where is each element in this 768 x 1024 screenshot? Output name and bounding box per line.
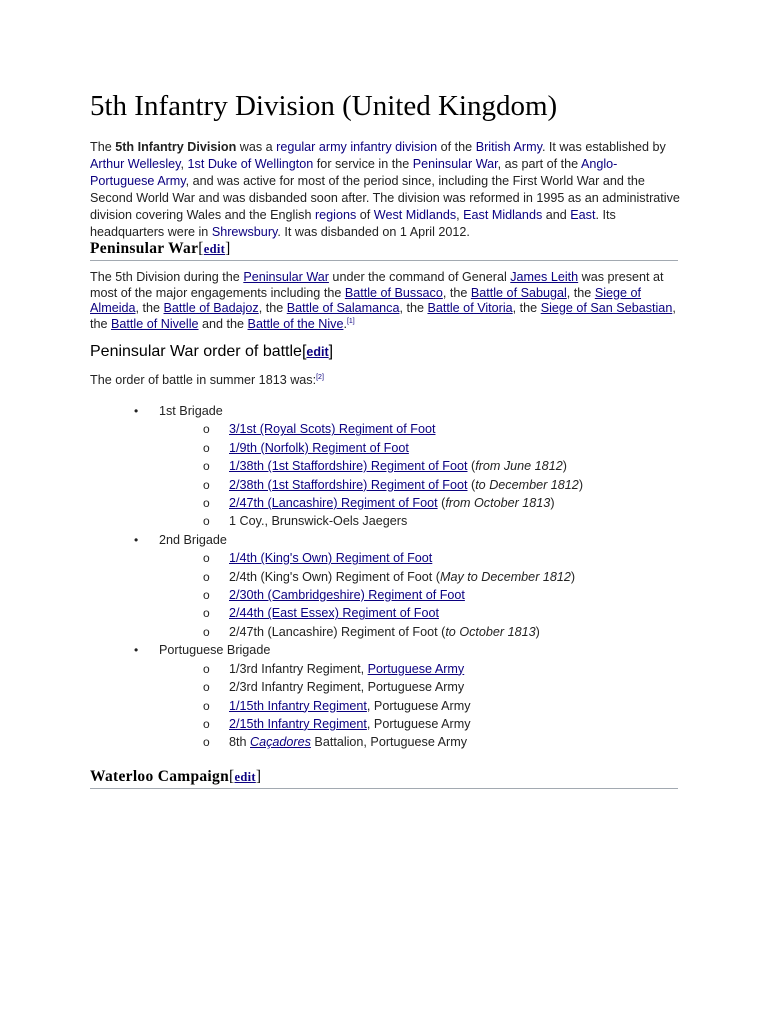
link-east-midlands[interactable]: East Midlands bbox=[463, 208, 543, 222]
unit-link[interactable]: 2/38th (1st Staffordshire) Regiment of Foot bbox=[229, 477, 468, 492]
unit-item bbox=[159, 697, 583, 715]
text: The 5th Division during the bbox=[90, 270, 244, 284]
text: ) bbox=[570, 569, 576, 584]
text: , the bbox=[90, 301, 676, 331]
unit-text: 1 Coy., Brunswick-Oels Jaegers bbox=[229, 514, 408, 529]
link-anglo-portuguese-army[interactable]: Anglo-Portuguese Army bbox=[90, 157, 618, 188]
unit-link[interactable]: 2/15th Infantry Regiment bbox=[229, 716, 367, 731]
text: under the command of General bbox=[328, 270, 511, 284]
text: , as part of the bbox=[497, 157, 581, 171]
reference-link[interactable]: [2] bbox=[316, 373, 324, 381]
unit-note: to December 1812 bbox=[475, 477, 579, 492]
edit-section: [edit] bbox=[229, 768, 262, 785]
brigade-name: 2nd Brigade bbox=[159, 532, 227, 547]
unit-link[interactable]: 2/30th (Cambridgeshire) Regiment of Foot bbox=[229, 588, 465, 603]
link-shrewsbury[interactable]: Shrewsbury bbox=[211, 225, 278, 239]
brigade-item bbox=[90, 641, 583, 751]
brigade-name: Portuguese Brigade bbox=[159, 643, 271, 658]
section-heading-peninsular-war bbox=[90, 240, 678, 261]
text: Battalion, Portuguese Army bbox=[310, 735, 468, 750]
unit-item bbox=[159, 457, 583, 475]
link-peninsular-war[interactable]: Peninsular War bbox=[243, 270, 329, 284]
unit-item bbox=[159, 476, 583, 494]
heading-text: Peninsular War order of battle bbox=[90, 343, 302, 360]
page-title: 5th Infantry Division (United Kingdom) bbox=[90, 90, 558, 122]
text: ( bbox=[467, 477, 476, 492]
unit-link[interactable] bbox=[250, 735, 311, 749]
text: for service in the bbox=[313, 157, 413, 171]
unit-note: May to December 1812 bbox=[440, 569, 571, 584]
bold-term: 5th Infantry Division bbox=[115, 140, 237, 154]
unit-link[interactable]: 1/38th (1st Staffordshire) Regiment of Foot bbox=[229, 459, 468, 474]
heading-text: Peninsular War bbox=[90, 240, 199, 257]
text: , the bbox=[399, 301, 428, 315]
text: of the bbox=[437, 140, 476, 154]
text: The bbox=[90, 140, 116, 154]
heading-text: Waterloo Campaign bbox=[90, 768, 229, 785]
link-siege-of-san-sebastian[interactable]: Siege of San Sebastian bbox=[540, 301, 673, 315]
text: ( bbox=[467, 459, 476, 474]
unit-item bbox=[159, 733, 583, 751]
section-heading-waterloo-campaign bbox=[90, 768, 678, 789]
unit-list bbox=[159, 660, 583, 752]
link-regions[interactable]: regions bbox=[314, 208, 357, 222]
link-james-leith[interactable]: James Leith bbox=[510, 270, 579, 284]
unit-item bbox=[159, 623, 583, 641]
link-infantry[interactable]: infantry bbox=[350, 140, 392, 154]
unit-list bbox=[159, 420, 583, 530]
unit-item bbox=[159, 439, 583, 457]
unit-item bbox=[159, 568, 583, 586]
unit-note: from October 1813 bbox=[445, 496, 551, 511]
unit-item bbox=[159, 586, 583, 604]
unit-link[interactable]: 1/9th (Norfolk) Regiment of Foot bbox=[229, 440, 409, 455]
unit-link[interactable]: 2/47th (Lancashire) Regiment of Foot bbox=[229, 496, 438, 511]
link-regular-army[interactable]: regular army bbox=[276, 140, 347, 154]
link-division[interactable]: division bbox=[395, 140, 438, 154]
edit-section: [edit] bbox=[301, 343, 334, 360]
link-battle-of-sabugal[interactable]: Battle of Sabugal bbox=[470, 285, 567, 300]
text: , Portuguese Army bbox=[366, 716, 471, 731]
link-battle-of-nivelle[interactable]: Battle of Nivelle bbox=[111, 316, 199, 331]
reference-link[interactable]: [1] bbox=[346, 317, 355, 325]
text: , and was active for most of the period since, including the First World War and the Second World War and was disbanded soon after. The division was reformed in 1995 as an administrative division covering Wales and the English bbox=[90, 174, 680, 222]
link-east[interactable]: East bbox=[570, 208, 596, 222]
brigade-list bbox=[90, 402, 583, 752]
brigade-name: 1st Brigade bbox=[159, 404, 223, 418]
text: ) bbox=[535, 624, 540, 639]
unit-item bbox=[159, 604, 583, 622]
text: , the bbox=[442, 285, 471, 300]
unit-note: to October 1813 bbox=[445, 624, 536, 639]
text: , bbox=[456, 208, 464, 222]
link-battle-of-vitoria[interactable]: Battle of Vitoria bbox=[427, 301, 513, 315]
text: of bbox=[356, 208, 374, 222]
link-battle-of-salamanca[interactable]: Battle of Salamanca bbox=[286, 301, 400, 315]
link-british-army[interactable]: British Army bbox=[475, 140, 542, 154]
unit-link[interactable]: 3/1st (Royal Scots) Regiment of Foot bbox=[229, 422, 436, 437]
text: . It was established by bbox=[541, 140, 666, 154]
unit-text: 2/3rd Infantry Regiment, Portuguese Army bbox=[229, 680, 465, 695]
unit-text: 8th bbox=[229, 735, 251, 750]
unit-text: 2/4th (King's Own) Regiment of Foot ( bbox=[229, 569, 440, 584]
peninsular-war-paragraph bbox=[90, 270, 680, 332]
text: ) bbox=[578, 477, 584, 492]
text: ( bbox=[437, 496, 446, 511]
edit-link[interactable]: edit bbox=[234, 770, 256, 784]
edit-link[interactable]: edit bbox=[203, 242, 226, 256]
unit-item bbox=[159, 549, 583, 567]
edit-section: [edit] bbox=[198, 240, 231, 257]
link-arthur-wellesley[interactable]: Arthur Wellesley bbox=[90, 157, 181, 171]
edit-link[interactable]: edit bbox=[306, 345, 329, 359]
text: ) bbox=[562, 459, 567, 474]
link-battle-of-badajoz[interactable]: Battle of Badajoz bbox=[163, 301, 259, 315]
text: The order of battle in summer 1813 was: bbox=[90, 373, 317, 387]
unit-link[interactable]: 1/15th Infantry Regiment bbox=[229, 698, 367, 713]
text: was a bbox=[236, 140, 277, 154]
unit-item bbox=[159, 678, 583, 696]
unit-note: from June 1812 bbox=[475, 459, 563, 474]
brigade-item bbox=[90, 531, 583, 641]
unit-list bbox=[159, 549, 583, 641]
unit-item bbox=[159, 715, 583, 733]
unit-text: 1/3rd Infantry Regiment, bbox=[229, 661, 368, 676]
text: ) bbox=[550, 496, 555, 511]
section-heading-order-of-battle bbox=[90, 343, 678, 363]
text: and bbox=[542, 208, 571, 222]
unit-link[interactable]: 1/4th (King's Own) Regiment of Foot bbox=[229, 551, 433, 566]
text: . Its headquarters were in bbox=[90, 208, 616, 239]
unit-link-text: Caçadores bbox=[250, 735, 311, 750]
order-of-battle-intro bbox=[90, 372, 680, 389]
text: , the bbox=[512, 301, 541, 315]
link-duke-of-wellington[interactable]: 1st Duke of Wellington bbox=[187, 157, 314, 171]
unit-item bbox=[159, 494, 583, 512]
unit-item bbox=[159, 420, 583, 438]
unit-item bbox=[159, 512, 583, 530]
text: , the bbox=[258, 301, 287, 315]
text: , Portuguese Army bbox=[366, 698, 471, 713]
link-west-midlands[interactable]: West Midlands bbox=[373, 208, 457, 222]
text: , the bbox=[135, 301, 164, 315]
unit-item bbox=[159, 660, 583, 678]
unit-link[interactable]: 2/44th (East Essex) Regiment of Foot bbox=[229, 606, 439, 621]
link-peninsular-war[interactable]: Peninsular War bbox=[412, 157, 498, 171]
text: . It was disbanded on 1 April 2012. bbox=[277, 225, 470, 239]
text: , bbox=[180, 157, 188, 171]
unit-text: 2/47th (Lancashire) Regiment of Foot ( bbox=[229, 624, 446, 639]
text: was present at most of the major engagements including the bbox=[90, 270, 664, 300]
text: and the bbox=[198, 316, 248, 331]
link-siege-of-almeida[interactable]: Siege of Almeida bbox=[90, 285, 642, 315]
brigade-item bbox=[90, 402, 583, 531]
text: . bbox=[343, 316, 347, 331]
link-battle-of-bussaco[interactable]: Battle of Bussaco bbox=[344, 285, 443, 300]
unit-link[interactable]: Portuguese Army bbox=[367, 661, 465, 676]
text: , the bbox=[566, 285, 595, 300]
link-battle-of-the-nive[interactable]: Battle of the Nive bbox=[247, 316, 344, 331]
lead-paragraph bbox=[90, 139, 680, 241]
